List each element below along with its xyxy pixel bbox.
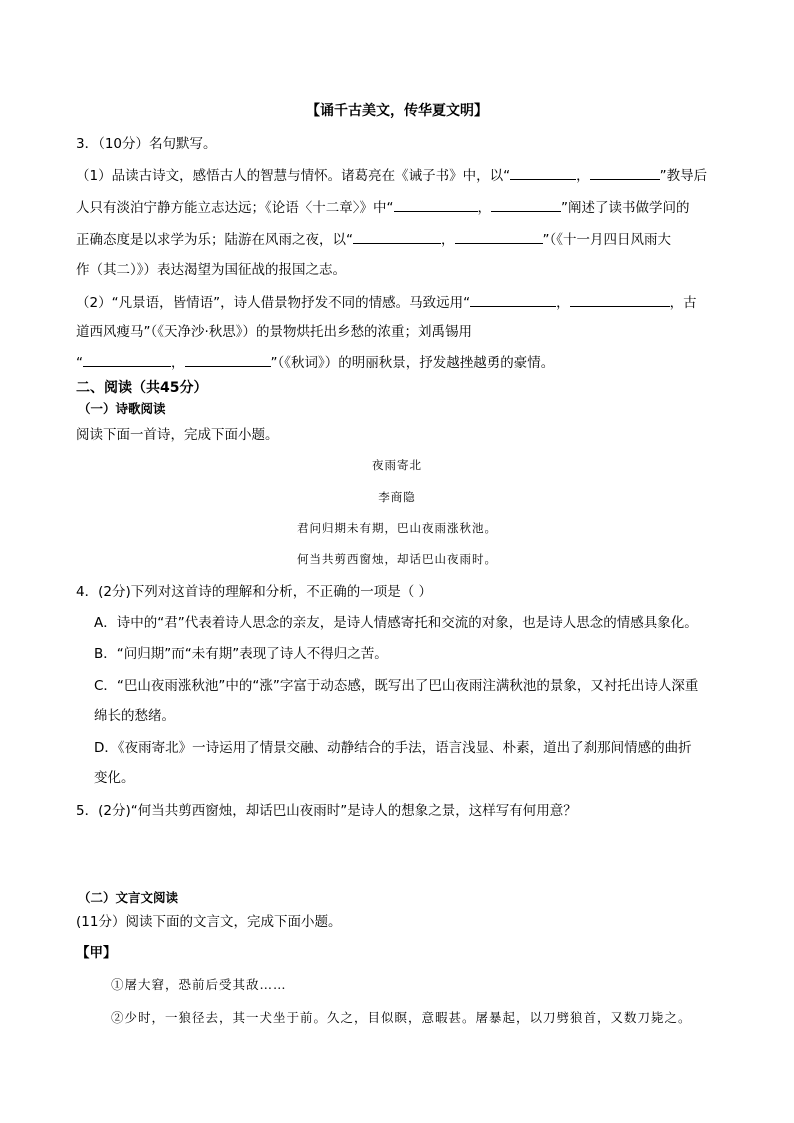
- text: ”阐述了读书做学问的: [561, 200, 690, 216]
- fill-blank[interactable]: [510, 165, 576, 180]
- q4-heading: 4．(2分)下列对这首诗的理解和分析，不正确的一项是（ ）: [76, 584, 433, 600]
- classical-subheading: （二）文言文阅读: [78, 890, 179, 905]
- poem-line: 君问归期未有期，巴山夜雨涨秋池。: [297, 521, 497, 535]
- poem-title: 夜雨寄北: [372, 458, 422, 472]
- fill-blank[interactable]: [83, 352, 171, 367]
- text: ”（《秋词》）的明丽秋景，抒发越挫越勇的豪情。: [270, 355, 555, 371]
- q4-option-c-cont: 绵长的愁绪。: [94, 708, 175, 724]
- text: ，: [477, 200, 491, 216]
- q3-p1-line3: [76, 229, 671, 250]
- poem-author: 李商隐: [378, 490, 416, 504]
- q3-p1-line1: [76, 165, 707, 186]
- q3-p2-line1: [76, 292, 697, 313]
- part2-heading: 二、阅读（共45分）: [76, 380, 208, 396]
- q3-p1-line4: 作（其二）》）表达渴望为国征战的报国之志。: [76, 262, 346, 278]
- fill-blank[interactable]: [185, 352, 271, 367]
- poetry-intro: 阅读下面一首诗，完成下面小题。: [76, 427, 279, 443]
- q4-option-c[interactable]: C．“巴山夜雨涨秋池”中的“涨”字富于动态感，既写出了巴山夜雨注满秋池的景象，又衬托出诗人深重: [94, 678, 699, 694]
- text: “: [76, 355, 83, 371]
- q3-p1-line2: [76, 197, 690, 218]
- text: ，: [441, 232, 455, 248]
- text: ，: [556, 295, 570, 311]
- fill-blank[interactable]: [590, 165, 660, 180]
- q6-intro: (11分）阅读下面的文言文，完成下面小题。: [76, 914, 342, 930]
- fill-blank[interactable]: [491, 197, 561, 212]
- text: 正确态度是以求学为乐；陆游在风雨之夜，以“: [76, 232, 353, 248]
- poetry-subheading: （一）诗歌阅读: [78, 401, 166, 416]
- text: ”教导后: [659, 168, 708, 184]
- q4-option-a[interactable]: A．诗中的“君”代表着诗人思念的亲友，是诗人情感寄托和交流的对象，也是诗人思念的情感具象化。: [94, 615, 698, 631]
- fill-blank[interactable]: [455, 229, 543, 244]
- classical-line: ②少时，一狼径去，其一犬坐于前。久之，目似瞑，意暇甚。屠暴起，以刀劈狼首，又数刀毙之。: [111, 1010, 692, 1025]
- q3-p2-line3: [76, 352, 554, 373]
- classical-line: ①屠大窘，恐前后受其敌……: [111, 977, 287, 992]
- text: 人只有淡泊宁静方能立志达远；《论语〈十二章〉》中“: [76, 200, 394, 216]
- poem-line: 何当共剪西窗烛，却话巴山夜雨时。: [297, 552, 497, 566]
- q3-heading: 3．（10分）名句默写。: [76, 136, 217, 152]
- fill-blank[interactable]: [353, 229, 441, 244]
- fill-blank[interactable]: [394, 197, 478, 212]
- fill-blank[interactable]: [470, 292, 556, 307]
- q3-p2-line2: 道西风瘦马”（《天净沙·秋思》）的景物烘托出乡愁的浓重；刘禹锡用: [76, 324, 473, 340]
- text: （1）品读古诗文，感悟古人的智慧与情怀。诸葛亮在《诫子书》中，以“: [76, 168, 511, 184]
- text: ”（《十一月四日风雨大: [542, 232, 671, 248]
- q5-heading: 5．(2分)“何当共剪西窗烛，却话巴山夜雨时”是诗人的想象之景，这样写有何用意？: [76, 803, 577, 819]
- passage-jia-label: 【甲】: [76, 945, 117, 961]
- text: ，古: [669, 295, 697, 311]
- q4-option-d-cont: 变化。: [94, 770, 135, 786]
- section-title: 【诵千古美文，传华夏文明】: [306, 103, 488, 119]
- text: （2）“凡景语，皆情语”，诗人借景物抒发不同的情感。马致远用“: [76, 295, 471, 311]
- text: ，: [171, 355, 185, 371]
- text: ，: [576, 168, 590, 184]
- fill-blank[interactable]: [570, 292, 670, 307]
- q4-option-d[interactable]: D．《夜雨寄北》一诗运用了情景交融、动静结合的手法，语言浅显、朴素，道出了刹那间情感的曲折: [94, 740, 692, 756]
- q4-option-b[interactable]: B．“问归期”而“未有期”表现了诗人不得归之苦。: [94, 646, 388, 662]
